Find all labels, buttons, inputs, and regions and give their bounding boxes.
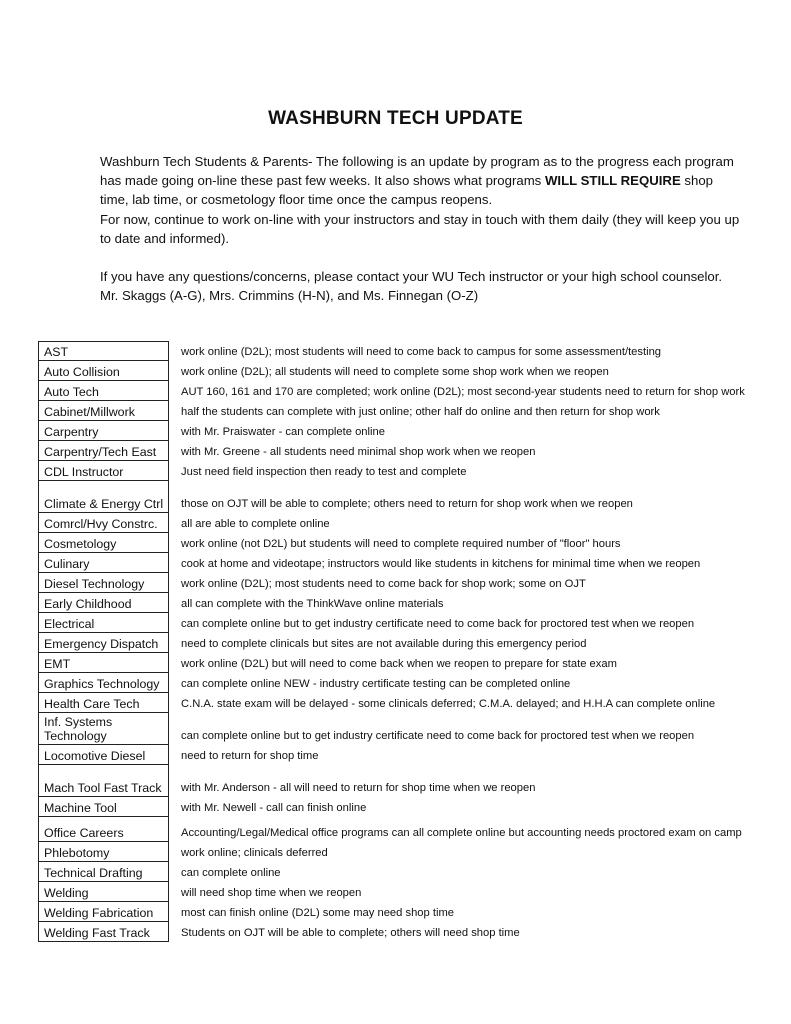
program-table — [38, 341, 789, 942]
table-row — [39, 673, 789, 693]
program-status: can complete online but to get industry certificate need to come back for proctored test when we reopen — [181, 730, 695, 742]
program-status: work online; clinicals deferred — [181, 847, 328, 859]
program-name: Culinary — [39, 553, 169, 573]
program-status: work online (D2L); all students will need to complete some shop work when we reopen — [181, 366, 609, 378]
table-row — [39, 381, 789, 401]
program-status: those on OJT will be able to complete; others need to return for shop work when we reopen — [181, 498, 633, 510]
program-name: CDL Instructor — [39, 461, 169, 481]
program-status: C.N.A. state exam will be delayed - some clinicals deferred; C.M.A. delayed; and H.H.A can complete online — [181, 698, 716, 710]
program-name: Carpentry/Tech East — [39, 441, 169, 461]
program-name: Electrical — [39, 613, 169, 633]
intro-paragraph — [100, 152, 740, 248]
program-name: Office Careers — [39, 817, 169, 842]
program-status: work online (D2L) but will need to come back when we reopen to prepare for state exam — [181, 658, 617, 670]
program-status: half the students can complete with just online; other half do online and then return for shop work — [181, 406, 660, 418]
program-name: Inf. Systems Technology — [39, 713, 169, 745]
table-row — [39, 401, 789, 421]
program-status: with Mr. Greene - all students need minimal shop work when we reopen — [181, 446, 536, 458]
table-row — [39, 573, 789, 593]
program-name: Cosmetology — [39, 533, 169, 553]
table-row — [39, 842, 789, 862]
table-row — [39, 421, 789, 441]
program-name: Climate & Energy Ctrl — [39, 481, 169, 513]
program-name: Carpentry — [39, 421, 169, 441]
program-name: Comrcl/Hvy Constrc. — [39, 513, 169, 533]
table-row — [39, 902, 789, 922]
program-name: Welding Fabrication — [39, 902, 169, 922]
table-row — [39, 461, 789, 481]
program-name: Health Care Tech — [39, 693, 169, 713]
program-status: can complete online NEW - industry certificate testing can be completed online — [181, 678, 571, 690]
program-name: Welding Fast Track — [39, 922, 169, 942]
program-name: Mach Tool Fast Track — [39, 765, 169, 797]
table-row — [39, 553, 789, 573]
program-name: Emergency Dispatch — [39, 633, 169, 653]
table-row — [39, 882, 789, 902]
table-row — [39, 713, 789, 745]
program-name: Auto Collision — [39, 361, 169, 381]
program-status: with Mr. Newell - call can finish online — [181, 802, 367, 814]
table-row — [39, 633, 789, 653]
intro-line2: For now, continue to work on-line with your instructors and stay in touch with them daily (they will keep you up to date and informed). — [100, 211, 740, 246]
program-status: Accounting/Legal/Medical office programs can all complete online but accounting needs proctored exam on camp — [181, 827, 742, 839]
table-row — [39, 745, 789, 765]
table-row — [39, 513, 789, 533]
program-status: with Mr. Praiswater - can complete online — [181, 426, 385, 438]
page-title: WASHBURN TECH UPDATE — [268, 108, 523, 129]
intro-text — [100, 152, 740, 210]
program-status: cook at home and videotape; instructors would like students in kitchens for minimal time when we reopen — [181, 558, 701, 570]
program-status: Just need field inspection then ready to test and complete — [181, 466, 467, 478]
program-status: need to return for shop time — [181, 750, 319, 762]
program-name: Cabinet/Millwork — [39, 401, 169, 421]
program-status: can complete online — [181, 867, 281, 879]
program-name: Graphics Technology — [39, 673, 169, 693]
contact-paragraph: If you have any questions/concerns, please contact your WU Tech instructor or your high school counselor. Mr. Skaggs (A-G), Mrs. Crimmins (H-N), and Ms. Finnegan (O-Z) — [100, 269, 723, 304]
program-name: Phlebotomy — [39, 842, 169, 862]
program-status: work online (D2L); most students will need to come back to campus for some assessment/testing — [181, 346, 662, 358]
program-name: Technical Drafting — [39, 862, 169, 882]
program-status: with Mr. Anderson - all will need to return for shop time when we reopen — [181, 782, 536, 794]
table-row — [39, 441, 789, 461]
program-name: EMT — [39, 653, 169, 673]
program-status: need to complete clinicals but sites are not available during this emergency period — [181, 638, 587, 650]
program-status: will need shop time when we reopen — [181, 887, 362, 899]
intro-part1: Washburn Tech Students & Parents- The following is an update by program as to the progress each program has made going on-line these past few weeks. It also shows what programs — [100, 154, 734, 189]
table-row — [39, 862, 789, 882]
program-name: Locomotive Diesel — [39, 745, 169, 765]
table-row — [39, 533, 789, 553]
table-row — [39, 797, 789, 817]
table-row — [39, 817, 789, 842]
table-row — [39, 593, 789, 613]
table-row — [39, 693, 789, 713]
program-status: can complete online but to get industry certificate need to come back for proctored test when we reopen — [181, 618, 695, 630]
table-row — [39, 361, 789, 381]
table-row — [39, 653, 789, 673]
program-status: all can complete with the ThinkWave online materials — [181, 598, 444, 610]
intro-emphasis: WILL STILL REQUIRE — [544, 173, 681, 189]
program-name: Early Childhood — [39, 593, 169, 613]
program-status: Students on OJT will be able to complete; others will need shop time — [181, 927, 520, 939]
table-row — [39, 341, 789, 361]
program-name: Machine Tool — [39, 797, 169, 817]
program-status: most can finish online (D2L) some may need shop time — [181, 907, 454, 919]
table-row — [39, 481, 789, 513]
program-name: Diesel Technology — [39, 573, 169, 593]
intro-part2: shop time, lab time, or cosmetology floor time once the campus reopens. — [100, 173, 714, 208]
program-status: work online (D2L); most students need to come back for shop work; some on OJT — [181, 578, 586, 590]
program-name: Welding — [39, 882, 169, 902]
table-row — [39, 765, 789, 797]
program-status: all are able to complete online — [181, 518, 330, 530]
table-row — [39, 613, 789, 633]
program-name: Auto Tech — [39, 381, 169, 401]
program-name: AST — [39, 341, 169, 361]
program-status: work online (not D2L) but students will need to complete required number of "floor" hours — [181, 538, 621, 550]
table-row — [39, 922, 789, 942]
program-status: AUT 160, 161 and 170 are completed; work online (D2L); most second-year students need to return for shop work — [181, 386, 745, 398]
